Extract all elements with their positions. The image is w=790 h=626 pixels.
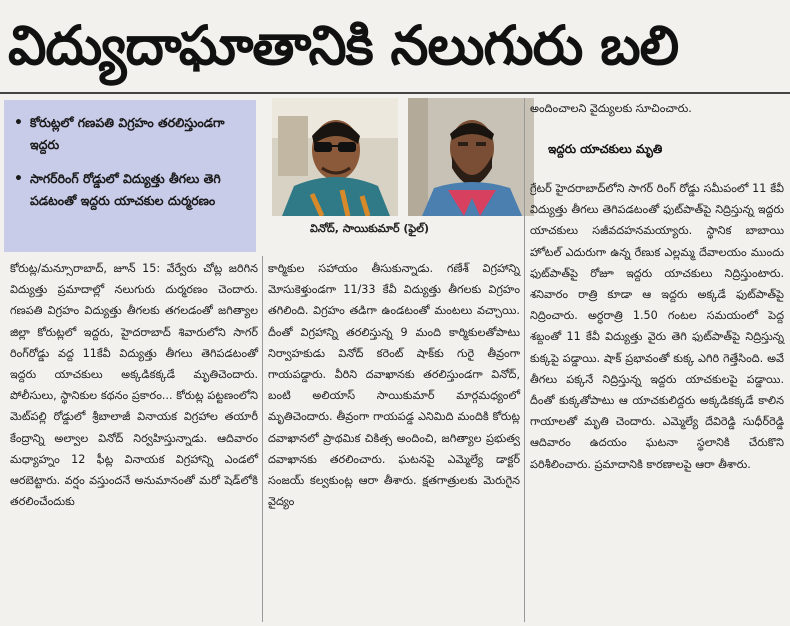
photo-saikumar — [408, 98, 534, 216]
column-divider — [262, 256, 263, 622]
body-paragraph: కార్మికుల సహాయం తీసుకున్నాడు. గణేశ్ విగ్రహాన్ని మోసుకెళ్తుండగా 11/33 కేవీ విద్యుత్తు తీగలకు విగ్రహం తగిలింది. విగ్రహం తడిగా ఉండటంతో మంటలు వచ్చాయి. దీంతో విగ్రహాన్ని తరలిస్తున్న 9 మంది కార్మికులతోపాటు నిర్వాహకుడు వినోద్ కరెంట్ షాక్‌కు గురై తీవ్రంగా గాయపడ్డారు. వీరిని దవాఖానకు తరలిస్తుండగా వినోద్, బంటి అలియాస్ సాయికుమార్ మార్గమధ్యంలో మృతిచెందారు. తీవ్రంగా గాయపడ్డ ఎనిమిది మందికి కోరుట్ల దవాఖానలో ప్రాథమిక చికిత్స అందించి, జగిత్యాల ప్రభుత్వ దవాఖానకు తరలించారు. ఘటనపై ఎమ్మెల్యే డాక్టర్ సంజయ్ కల్వకుంట్ల ఆరా తీశారు. క్షతగాత్రులకు మెరుగైన వైద్యం — [268, 262, 520, 509]
body-paragraph: గ్రేటర్ హైదరాబాద్‌లోని సాగర్ రింగ్ రోడ్డు సమీపంలో 11 కేవీ విద్యుత్తు తీగలు తెగిపడటంతో ఫుట్‌పాత్‌పై నిద్రిస్తున్న ఇద్దరు యాచకులు సజీవదహనమయ్యారు. స్థానిక బాబాయి హోటల్ ఎదురుగా ఉన్న రేణుక ఎల్లమ్మ దేవాలయం ముందు ఫుట్‌పాత్‌పై రోజూ ఇద్దరు యాచకులు నిద్రిస్తుంటారు. శనివారం రాత్రి కూడా ఆ ఇద్దరు అక్కడే ఫుట్‌పాత్‌పై నిద్రించారు. అర్ధరాత్రి 1.50 గంటల సమయంలో పెద్ద శబ్దంతో 11 కేవీ విద్యుత్తు వైరు తెగి ఫుట్‌పాత్‌పై నిద్రిస్తున్న కుక్కపై పడ్డాయి. షాక్ ప్రభావంతో కుక్క ఎగిరి గెత్తేసింది. అవే తీగలు పక్కనే నిద్రిస్తున్న ఇద్దరు యాచకులపై పడ్డాయి. దీంతో కుక్కతోపాటు ఆ యాచకులిద్దరు అక్కడికక్కడే కాలిన గాయాలతో మృతి చెందారు. ఎమ్మెల్యే దేవిరెడ్డి సుధీర్‌రెడ్డి ఆదివారం ఉదయం ఘటనా స్థలానికి చేరుకొని పరిశీలించారు. ప్రమాదానికి కారణాలపై ఆరా తీశారు. — [530, 182, 784, 471]
article-column-3 — [530, 178, 784, 475]
photo-caption: వినోద్, సాయికుమార్ (ఫైల్) — [310, 222, 429, 235]
photo-vinod — [272, 98, 398, 216]
article-column-3-top — [530, 98, 784, 119]
bullet-icon: • — [14, 171, 23, 187]
highlight-text: కోరుట్లలో గణపతి విగ్రహం తరలిస్తుండగా ఇద్దరు — [30, 115, 225, 152]
highlight-item-2 — [14, 168, 250, 212]
headline-rule — [0, 92, 790, 94]
highlights-box — [4, 100, 256, 252]
bullet-icon: • — [14, 115, 23, 131]
column-divider — [524, 256, 525, 622]
subheading: ఇద్దరు యాచకులు మృతి — [548, 142, 663, 156]
article-column-1 — [10, 258, 258, 512]
headline: విద్యుదాఘాతానికి నలుగురు బలి — [8, 14, 679, 77]
body-paragraph: కోరుట్ల/మన్సూరాబాద్, జూన్ 15: వేర్వేరు చోట్ల జరిగిన విద్యుత్తు ప్రమాదాల్లో నలుగురు దుర్మరణం చెందారు. గణపతి విగ్రహం విద్యుత్తు తీగలకు తగలడంతో జగిత్యాల జిల్లా కోరుట్లలో ఇద్దరు, హైదరాబాద్ శివారులోని సాగర్ రింగ్‌రోడ్డు వద్ద 11కేవీ విద్యుత్తు తీగలు తెగిపడటంతో ఇద్దరు యాచకులు అక్కడికక్కడే మృతిచెందారు. పోలీసులు, స్థానికుల కథనం ప్రకారం... కోరుట్ల పట్టణంలోని మెట్‌పల్లి రోడ్డులో శ్రీబాలాజీ వినాయక విగ్రహాల తయారీ కేంద్రాన్ని అల్వాల వినోద్ నిర్వహిస్తున్నాడు. ఆదివారం మధ్యాహ్నం 12 ఫీట్ల వినాయక విగ్రహాన్ని ఎండలో ఆరబెట్టారు. వర్షం వస్తుందనే అనుమానంతో మరో షెడ్‌లోకి తరలించేందుకు — [10, 262, 258, 509]
body-paragraph: అందించాలని వైద్యులకు సూచించారు. — [530, 102, 692, 115]
article-column-2 — [268, 258, 520, 512]
highlight-item-1 — [14, 112, 250, 156]
column-divider — [524, 98, 525, 256]
highlight-text: సాగర్‌రింగ్ రోడ్డులో విద్యుత్తు తీగలు తెగి పడటంతో ఇద్దరు యాచకుల దుర్మరణం — [30, 171, 221, 208]
